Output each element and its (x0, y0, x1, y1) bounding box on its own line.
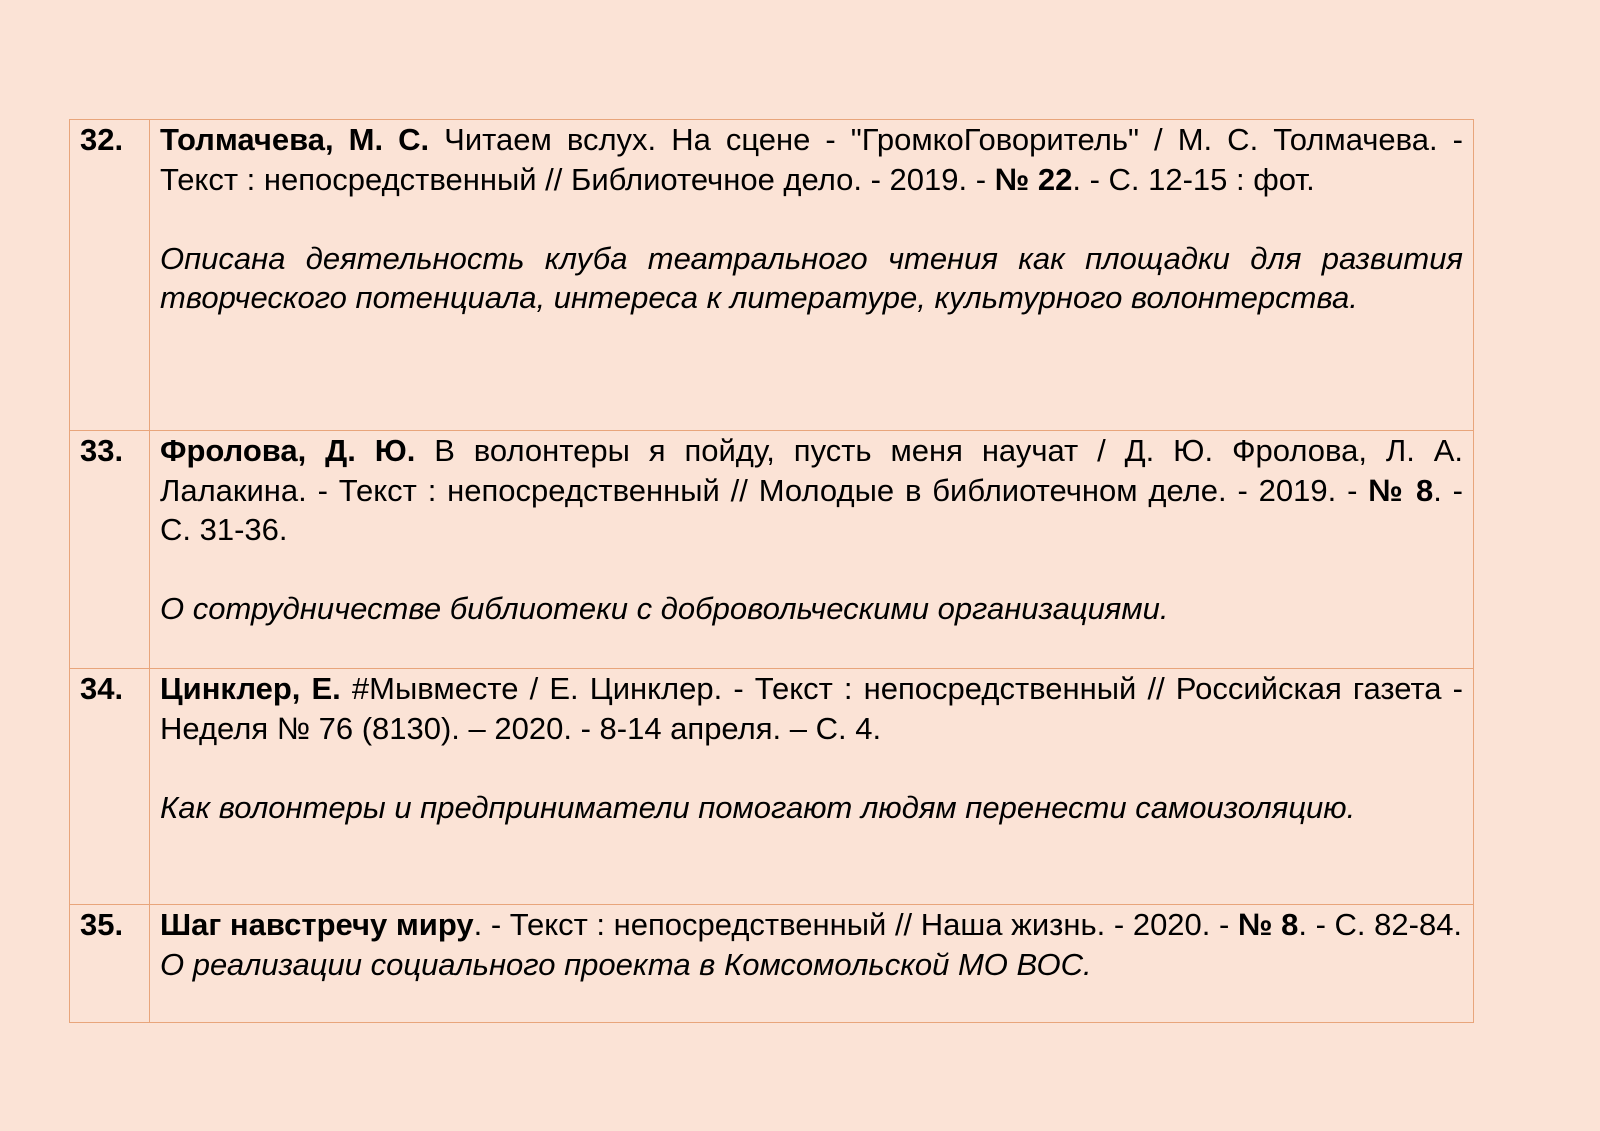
citation-pages: . - С. 82-84. (1298, 907, 1463, 942)
citation-text: Читаем вслух. На сцене - "ГромкоГоворитель" / М. С. Толмачева. - Текст : непосредственный // Библиотечное дело. - 2019. - (160, 122, 1463, 197)
table-row (70, 669, 1474, 905)
title-bold: Шаг навстречу миру (160, 907, 474, 942)
citation-text: В волонтеры я пойду, пусть меня научат / Д. Ю. Фролова, Л. А. Лалакина. - Текст : непосредственный // Молодые в библиотечном деле. - 2019. - (160, 433, 1463, 508)
entry-content (150, 431, 1474, 669)
entry-content (150, 905, 1474, 1023)
citation-text: #Мывместе / Е. Цинклер. - Текст : непосредственный // Российская газета - Неделя № 76 (8130). – 2020. - 8-14 апреля. – С. 4. (160, 671, 1463, 746)
citation-text: . - Текст : непосредственный // Наша жизнь. - 2020. - (473, 907, 1238, 942)
author-name: Цинклер, Е. (160, 671, 341, 706)
table-row (70, 905, 1474, 1023)
issue-number: № 22 (994, 161, 1073, 197)
citation (160, 905, 1463, 945)
entry-number: 32. (70, 120, 150, 431)
entry-number: 35. (70, 905, 150, 1023)
entry-number: 34. (70, 669, 150, 905)
table-row (70, 120, 1474, 431)
citation-pages: . - С. 12-15 : фот. (1072, 161, 1315, 197)
issue-number: № 8 (1368, 472, 1434, 508)
entry-content (150, 669, 1474, 905)
citation-pages: . - С. 31-36. (160, 472, 1463, 547)
entry-content (150, 120, 1474, 431)
citation (160, 120, 1463, 199)
citation (160, 669, 1463, 748)
table-row (70, 431, 1474, 669)
annotation: Как волонтеры и предприниматели помогают людям перенести самоизоляцию. (160, 789, 1356, 825)
entry-number: 33. (70, 431, 150, 669)
citation (160, 431, 1463, 550)
bibliography-table (69, 119, 1474, 1023)
author-name: Толмачева, М. С. (160, 122, 430, 157)
issue-number: № 8 (1237, 907, 1299, 942)
annotation: Описана деятельность клуба театрального чтения как площадки для развития творческого потенциала, интереса к литературе, культурного волонтерства. (160, 240, 1463, 315)
annotation: О сотрудничестве библиотеки с добровольческими организациями. (160, 591, 1169, 626)
annotation: О реализации социального проекта в Комсомольской МО ВОС. (160, 946, 1092, 982)
author-name: Фролова, Д. Ю. (160, 433, 416, 468)
